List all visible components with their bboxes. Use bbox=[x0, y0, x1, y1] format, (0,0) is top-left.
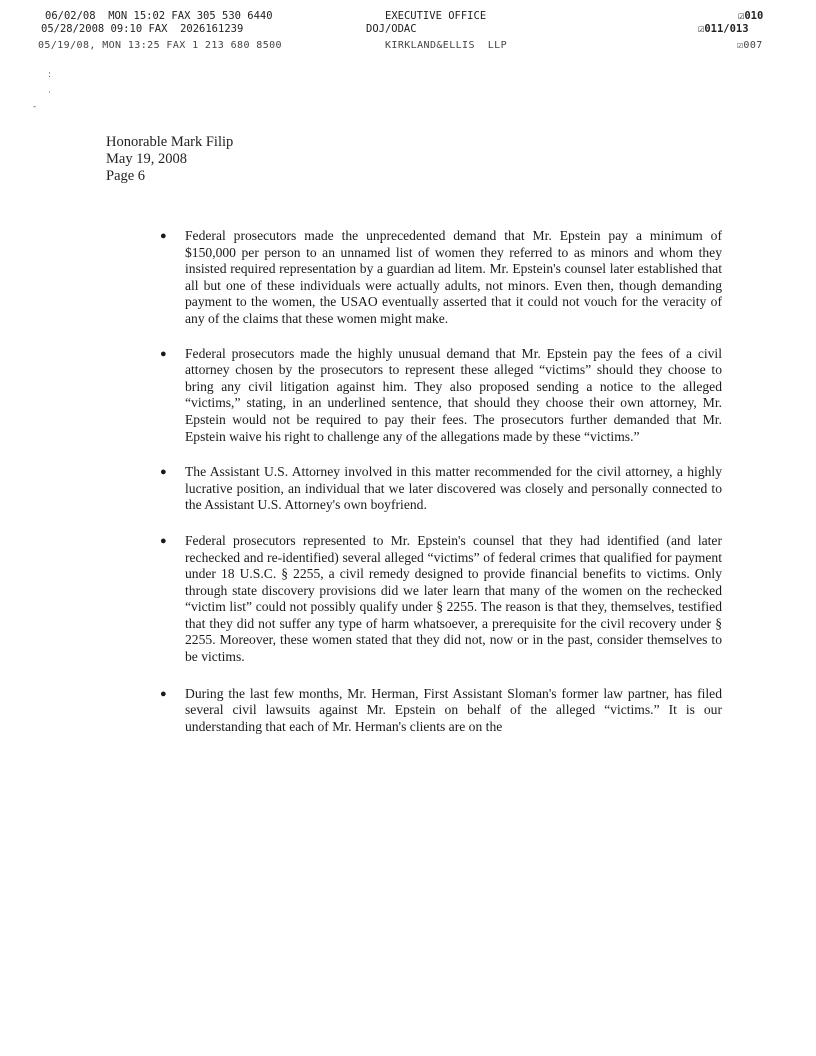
bullet-item bbox=[152, 346, 722, 446]
scan-speck: : bbox=[48, 70, 52, 80]
fax-header-2-center: DOJ/ODAC bbox=[366, 23, 417, 35]
recipient-name: Honorable Mark Filip bbox=[106, 134, 234, 150]
fax-header-1-center: EXECUTIVE OFFICE bbox=[385, 10, 487, 22]
bullet-list bbox=[152, 228, 722, 735]
fax-header-line-3 bbox=[0, 40, 816, 54]
fax-header-3-center: KIRKLAND&ELLIS LLP bbox=[385, 40, 507, 51]
bullet-text: During the last few months, Mr. Herman, First Assistant Sloman's former law partner, has filed several civil lawsuits against Mr. Epstein on behalf of the alleged “victims.” It is our understanding that each of Mr. Herman's clients are on the bbox=[185, 685, 722, 734]
bullet-dot-icon: ● bbox=[160, 466, 167, 479]
letter-date: May 19, 2008 bbox=[106, 151, 187, 167]
fax-header-line-1 bbox=[0, 10, 816, 24]
fax-header-2-page: ☑011/013 bbox=[698, 23, 749, 35]
fax-header-3-left: 05/19/08, MON 13:25 FAX 1 213 680 8500 bbox=[38, 40, 282, 51]
bullet-text: Federal prosecutors made the highly unusual demand that Mr. Epstein pay the fees of a civil attorney chosen by the prosecutors to represent these alleged “victims” should they choose to bring any civil litigation against him. They also proposed sending a notice to the alleged “victims,” stating, in an underlined sentence, that should they choose their own attorney, Mr. Epstein would not be required to pay their fees. The prosecutors further demanded that Mr. Epstein waive his right to challenge any of the allegations made by these “victims.” bbox=[185, 345, 722, 444]
bullet-text: The Assistant U.S. Attorney involved in this matter recommended for the civil attorney, a highly lucrative position, an individual that we later discovered was closely and personally connected to the Assistant U.S. Attorney's own boyfriend. bbox=[185, 464, 722, 513]
bullet-dot-icon: ● bbox=[160, 230, 167, 242]
fax-header-1-page: ☑010 bbox=[738, 10, 764, 22]
fax-header-3-page: ☑007 bbox=[737, 40, 763, 51]
scan-speck: · bbox=[48, 88, 51, 98]
bullet-item bbox=[152, 533, 722, 666]
scan-speck: - bbox=[33, 102, 37, 112]
fax-header-line-2 bbox=[0, 23, 816, 37]
page-number: Page 6 bbox=[106, 168, 146, 184]
bullet-item bbox=[152, 686, 722, 736]
bullet-item bbox=[152, 464, 722, 514]
fax-header-2-left: 05/28/2008 09:10 FAX 2026161239 bbox=[41, 23, 244, 35]
fax-header-1-left: 06/02/08 MON 15:02 FAX 305 530 6440 bbox=[45, 10, 273, 22]
letter-heading bbox=[106, 134, 233, 185]
bullet-text: Federal prosecutors made the unprecedented demand that Mr. Epstein pay a minimum of $150,000 per person to an unnamed list of women they referred to as minors and whom they insisted required representation by a guardian ad litem. Mr. Epstein's counsel later established that all but one of these individuals were actually adults, not minors. Even then, though demanding payment to the women, the USAO eventually asserted that it could not vouch for the veracity of any of the claims that these women might make. bbox=[185, 228, 722, 326]
bullet-dot-icon: ● bbox=[160, 534, 167, 547]
bullet-text: Federal prosecutors represented to Mr. Epstein's counsel that they had identified (and later rechecked and re-identified) several alleged “victims” of federal crimes that qualified for payment under 18 U.S.C. § 2255, a civil remedy designed to provide financial benefits to victims. Only through state discovery provisions did we later learn that many of the women on the rechecked “victim list” could not possibly qualify under § 2255. The reason is that they, themselves, testified that they did not suffer any type of harm whatsoever, a prerequisite for the civil recovery under § 2255. Moreover, these women stated that they did not, now or in the past, consider themselves to be victims. bbox=[185, 532, 722, 665]
bullet-dot-icon: ● bbox=[160, 347, 167, 360]
bullet-item bbox=[152, 228, 722, 328]
bullet-dot-icon: ● bbox=[160, 687, 167, 700]
